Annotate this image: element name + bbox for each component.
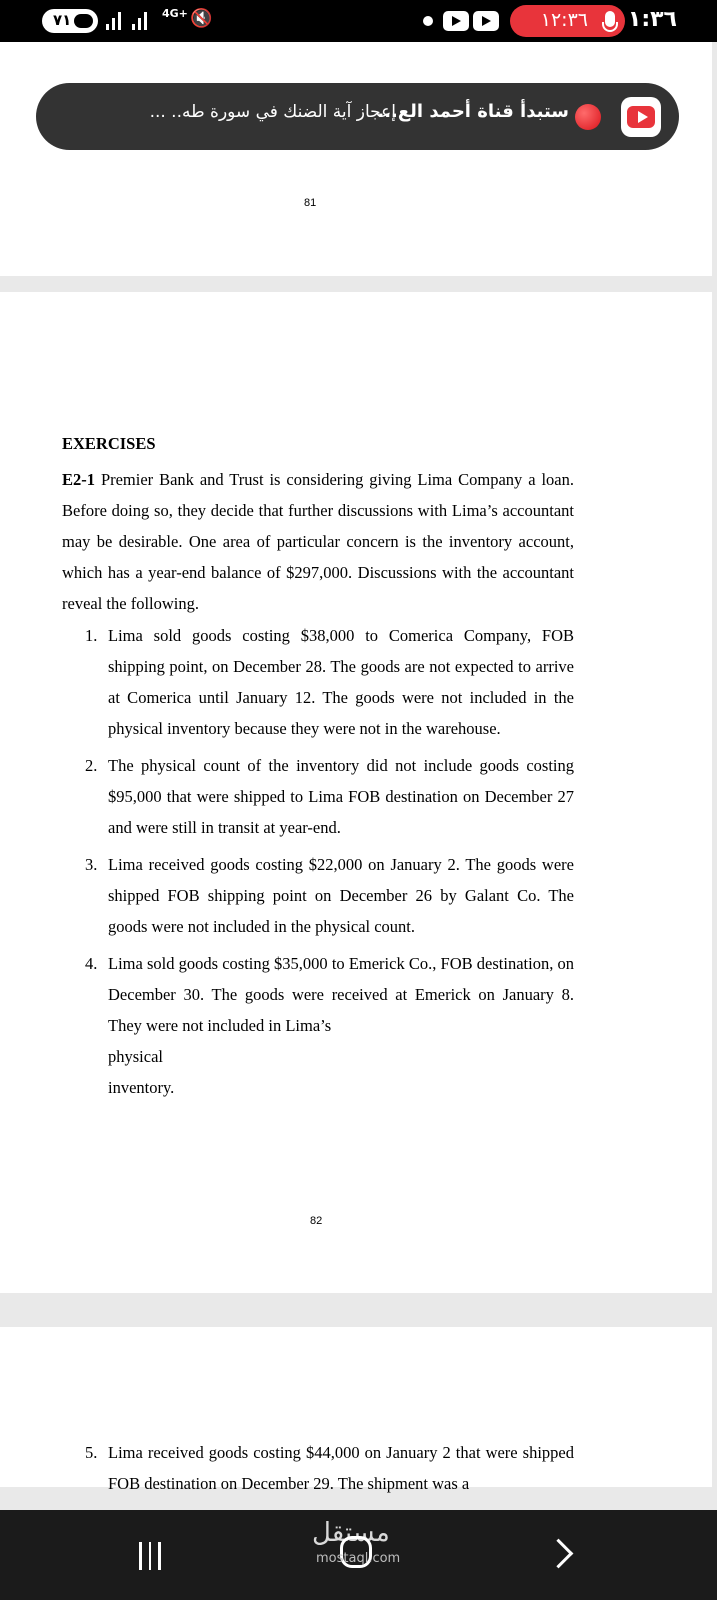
list-item-text-line3: inventory. xyxy=(108,1078,175,1097)
recording-time: ١٢:٣٦ xyxy=(540,9,588,31)
live-notification[interactable] xyxy=(36,83,679,150)
page-number: 82 xyxy=(310,1215,323,1227)
document-page-82 xyxy=(0,292,712,1293)
battery-indicator xyxy=(42,9,98,33)
list-item xyxy=(85,849,574,942)
notification-title: ستبدأ قناة أحمد الع... xyxy=(377,101,569,122)
list-item-number: 3. xyxy=(85,855,98,874)
mic-icon xyxy=(605,11,615,27)
list-item-number: 1. xyxy=(85,626,98,645)
list-item xyxy=(85,750,574,843)
status-bar xyxy=(0,0,717,42)
list-item-number: 4. xyxy=(85,954,98,973)
exercise-intro-text: Premier Bank and Trust is considering giving Lima Company a loan. Before doing so, they decide that further discussions with Lima’s accountant may be desirable. One area of particular concern is the inventory account, which has a year-end balance of $297,000. Discussions with the accountant reveal the following. xyxy=(62,470,574,613)
list-item xyxy=(85,948,574,1103)
list-item-text: Lima received goods costing $44,000 on January 2 that were shipped FOB destination on December 29. The shipment was a xyxy=(108,1443,574,1493)
list-item xyxy=(85,1437,574,1499)
list-item-text: Lima received goods costing $22,000 on January 2. The goods were shipped FOB shipping point on December 26 by Galant Co. The goods were not included in the physical count. xyxy=(108,855,574,936)
page-number: 81 xyxy=(304,197,317,209)
document-page-81 xyxy=(0,42,712,276)
network-type: 4G+ xyxy=(162,7,188,20)
list-item-text: Lima sold goods costing $35,000 to Emerick Co., FOB destination, on December 30. The goods were received at Emerick on January 8. They were not included in Lima’s xyxy=(108,954,574,1035)
live-dot-icon xyxy=(575,104,601,130)
document-page-83 xyxy=(0,1327,712,1493)
youtube-app-icon xyxy=(621,97,661,137)
clock: ١:٣٦ xyxy=(627,7,677,32)
list-item-text: The physical count of the inventory did not include goods costing $95,000 that were shipped to Lima FOB destination on December 27 and were still in transit at year-end. xyxy=(108,756,574,837)
youtube-icon xyxy=(443,11,469,31)
signal-icon xyxy=(106,10,121,30)
list-item-text-line2: physical xyxy=(108,1047,163,1066)
battery-level: ٧١ xyxy=(53,11,72,29)
list-item-number: 2. xyxy=(85,756,98,775)
notification-dot-icon xyxy=(423,16,433,26)
mute-icon: 🔇 xyxy=(190,8,213,29)
section-heading: EXERCISES xyxy=(62,434,156,453)
watermark-text: mostaql.com xyxy=(316,1551,401,1566)
battery-icon xyxy=(74,14,93,28)
notification-subtitle: إعجاز آية الضنك في سورة طه.. ... xyxy=(149,102,396,122)
list-item xyxy=(85,620,574,744)
watermark-logo: مستقل xyxy=(312,1518,390,1548)
exercise-intro xyxy=(62,464,574,619)
navigation-bar xyxy=(0,1510,717,1600)
signal-icon-2 xyxy=(132,10,147,30)
back-button[interactable] xyxy=(544,1539,574,1569)
list-item-text: Lima sold goods costing $38,000 to Comerica Company, FOB shipping point, on December 28. The goods are not expected to arrive at Comerica until January 12. The goods were not included in the physical inventory because they were not in the warehouse. xyxy=(108,626,574,738)
youtube-icon-2 xyxy=(473,11,499,31)
recent-apps-button[interactable] xyxy=(139,1542,161,1570)
exercise-id: E2-1 xyxy=(62,470,95,489)
recording-indicator[interactable] xyxy=(510,5,625,37)
list-item-number: 5. xyxy=(85,1443,98,1462)
